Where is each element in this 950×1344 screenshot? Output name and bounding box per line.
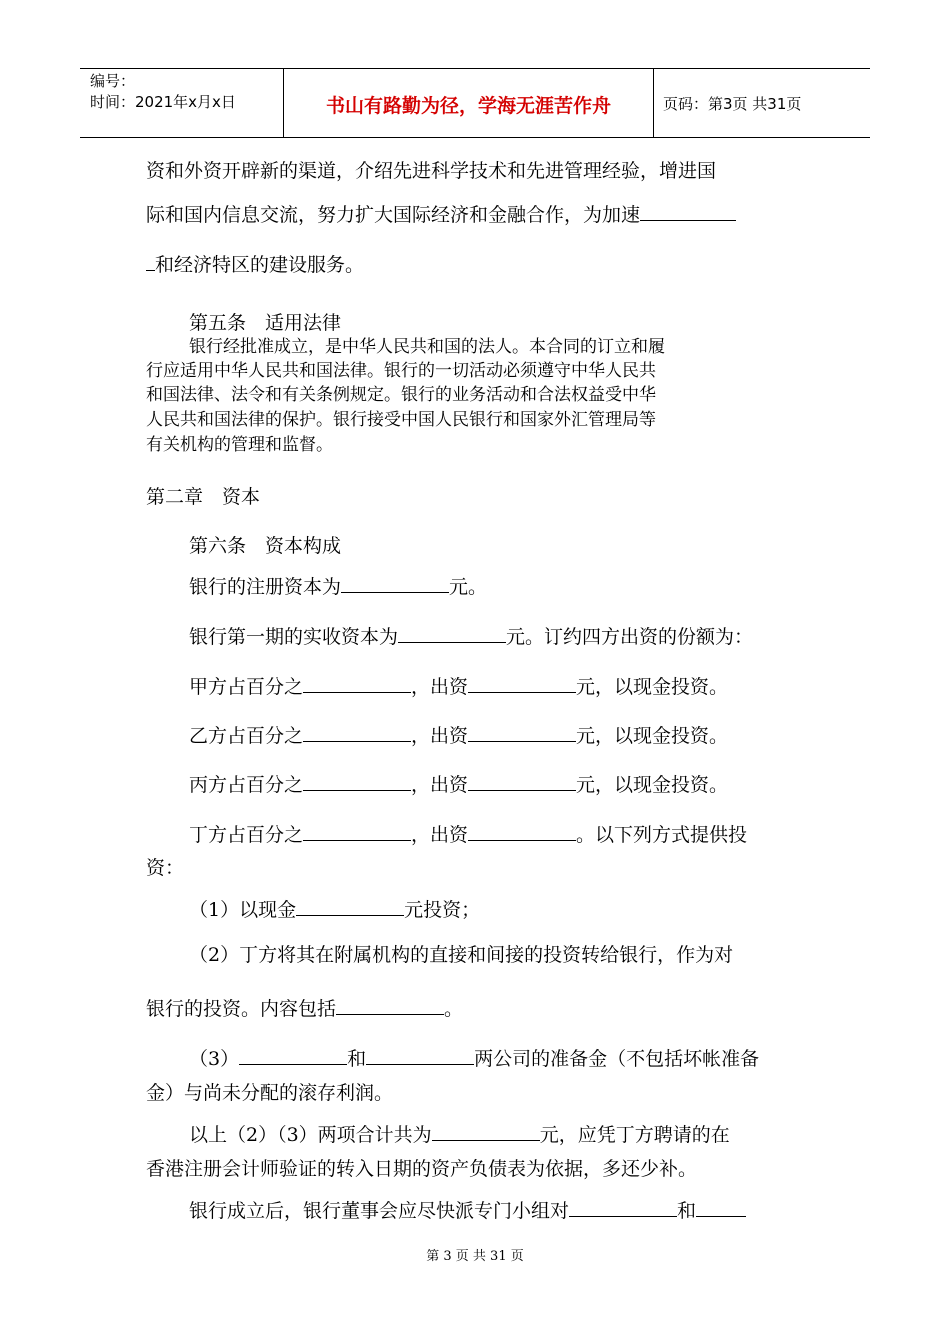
- blank-field: [366, 1042, 474, 1065]
- blank-field: [146, 248, 155, 271]
- header-divider: [653, 69, 654, 137]
- blank-field: [468, 670, 576, 693]
- blank-field: [569, 1194, 677, 1217]
- time-label: 时间：2021年x月x日: [90, 93, 236, 111]
- blank-field: [303, 670, 411, 693]
- share-line-yi: 乙方占百分之 ，出资 元，以现金投资。: [189, 719, 728, 749]
- article-text: 有关机构的管理和监督。: [146, 435, 333, 455]
- body-line: 资：: [146, 857, 185, 879]
- blank-field: [696, 1194, 746, 1217]
- blank-field: [468, 818, 576, 841]
- article-title: 第五条 适用法律: [189, 312, 342, 334]
- share-line-jia: 甲方占百分之 ，出资 元，以现金投资。: [189, 670, 728, 700]
- body-line: 银行成立后，银行董事会应尽快派专门小组对 和: [189, 1194, 746, 1224]
- number-label: 编号：: [90, 72, 136, 90]
- article-text: 银行经批准成立，是中华人民共和国的法人。本合同的订立和履: [189, 337, 665, 357]
- page-footer: 第 3 页 共 31 页: [426, 1249, 524, 1264]
- blank-field: [296, 893, 404, 916]
- body-line: 银行第一期的实收资本为 元。订约四方出资的份额为：: [189, 620, 753, 650]
- blank-field: [303, 768, 411, 791]
- body-line: 资和外资开辟新的渠道，介绍先进科学技术和先进管理经验，增进国: [146, 160, 717, 182]
- blank-field: [336, 992, 444, 1015]
- share-line-ding: 丁方占百分之 ，出资 。以下列方式提供投: [189, 818, 747, 848]
- blank-field: [468, 768, 576, 791]
- article-text: 人民共和国法律的保护。银行接受中国人民银行和国家外汇管理局等: [146, 410, 656, 430]
- body-line: 银行的投资。内容包括 。: [146, 992, 463, 1022]
- blank-field: [341, 570, 449, 593]
- article-text: 行应适用中华人民共和国法律。银行的一切活动必须遵守中华人民共: [146, 361, 656, 381]
- blank-field: [640, 198, 736, 221]
- blank-field: [303, 719, 411, 742]
- item-2: （2）丁方将其在附属机构的直接和间接的投资转给银行，作为对: [189, 944, 734, 966]
- article-text: 和国法律、法令和有关条例规定。银行的业务活动和合法权益受中华: [146, 385, 656, 405]
- body-line: 银行的注册资本为 元。: [189, 570, 487, 600]
- article-title: 第六条 资本构成: [189, 535, 342, 557]
- blank-field: [432, 1118, 540, 1141]
- chapter-title: 第二章 资本: [146, 486, 261, 508]
- blank-field: [303, 818, 411, 841]
- blank-field: [239, 1042, 347, 1065]
- header-motto: 书山有路勤为径，学海无涯苦作舟: [325, 95, 611, 117]
- blank-field: [398, 620, 506, 643]
- page-header: [80, 68, 870, 138]
- header-left: [90, 71, 236, 113]
- item-1: （1）以现金 元投资；: [189, 893, 480, 923]
- body-line: 际和国内信息交流，努力扩大国际经济和金融合作，为加速: [146, 198, 736, 228]
- body-line: 金）与尚未分配的滚存利润。: [146, 1082, 394, 1104]
- share-line-bing: 丙方占百分之 ，出资 元，以现金投资。: [189, 768, 728, 798]
- body-line: 以上（2）（3）两项合计共为 元，应凭丁方聘请的在: [189, 1118, 730, 1148]
- header-page-info: 页码：第3页 共31页: [663, 95, 802, 113]
- item-3: （3） 和 两公司的准备金（不包括坏帐准备: [189, 1042, 759, 1072]
- blank-field: [468, 719, 576, 742]
- body-line: 香港注册会计师验证的转入日期的资产负债表为依据，多还少补。: [146, 1158, 698, 1180]
- body-line: 和经济特区的建设服务。: [146, 248, 364, 278]
